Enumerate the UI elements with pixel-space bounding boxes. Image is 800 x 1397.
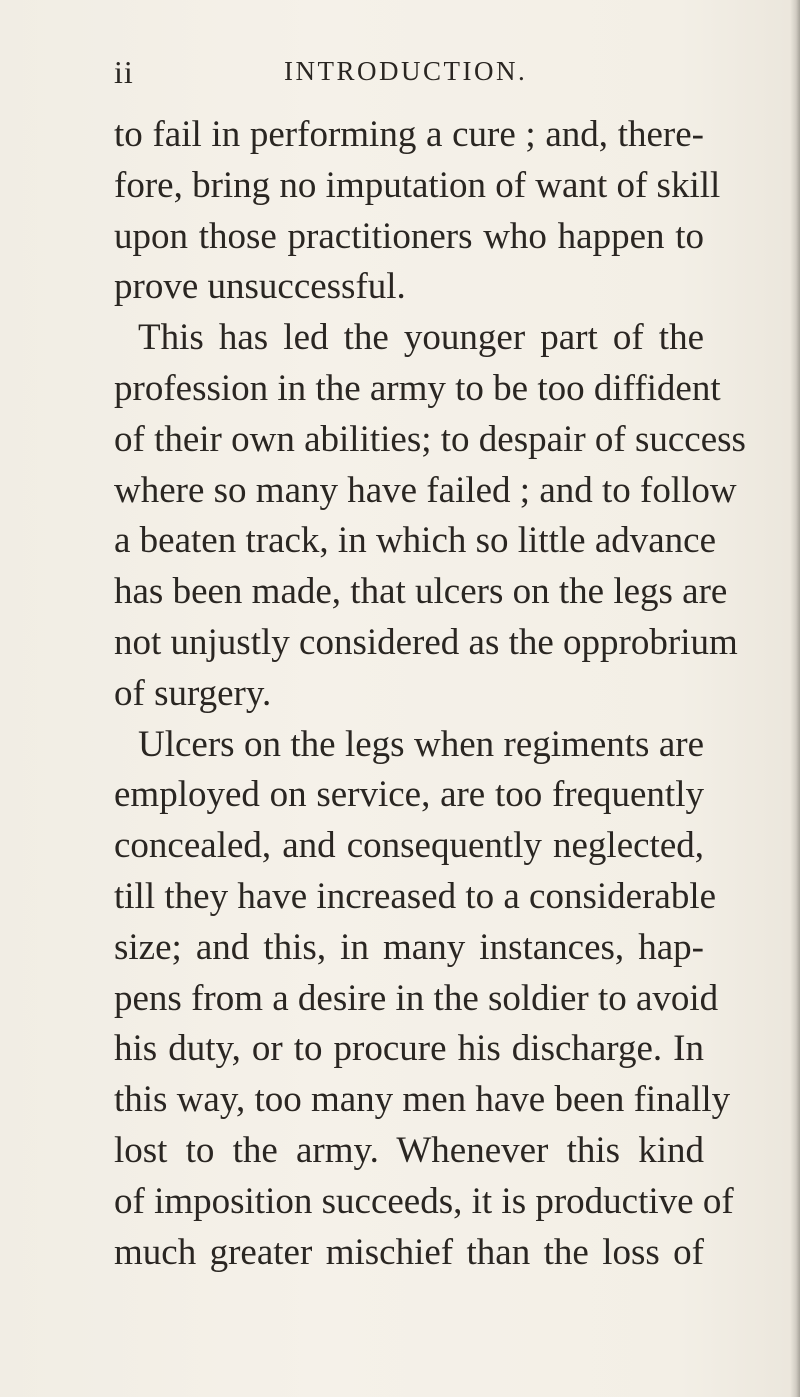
text-line: to fail in performing a cure ; and, there-	[114, 114, 704, 155]
text-line: much greater mischief than the loss of	[114, 1231, 704, 1273]
text-line: size; and this, in many instances, hap-	[114, 926, 704, 968]
text-line: his duty, or to procure his discharge. In	[114, 1028, 704, 1070]
text-line: of surgery.	[114, 672, 272, 714]
text-line: fore, bring no imputation of want of skill	[114, 164, 721, 206]
text-line: employed on service, are too frequently	[114, 774, 704, 816]
text-line: this way, too many men have been finally	[114, 1079, 731, 1121]
text-line: a beaten track, in which so little advance	[114, 520, 717, 562]
text-line: till they have increased to a considerable	[114, 875, 717, 917]
text-line: pens from a desire in the soldier to avoid	[114, 977, 719, 1019]
text-line: of imposition succeeds, it is productive of	[114, 1180, 734, 1222]
text-line: prove unsuccessful.	[114, 266, 406, 308]
text-line: Ulcers on the legs when regiments are	[138, 723, 704, 765]
page-number: ii	[114, 54, 134, 90]
text-line: of their own abilities; to despair of success	[114, 418, 746, 460]
text-line: profession in the army to be too diffident	[114, 367, 721, 409]
text-line: lost to the army. Whenever this kind	[114, 1129, 704, 1171]
text-line: concealed, and consequently neglected,	[114, 825, 704, 867]
text-line: has been made, that ulcers on the legs are	[114, 571, 728, 613]
text-line: not unjustly considered as the opprobrium	[114, 621, 738, 663]
text-line: This has led the younger part of the	[138, 317, 704, 359]
text-line: where so many have failed ; and to follow	[114, 469, 737, 511]
running-head: INTRODUCTION.	[284, 56, 528, 86]
text-line: upon those practitioners who happen to	[114, 215, 704, 257]
page-header	[114, 54, 674, 94]
body-text	[114, 110, 746, 1278]
page-edge-shadow	[790, 0, 800, 1397]
